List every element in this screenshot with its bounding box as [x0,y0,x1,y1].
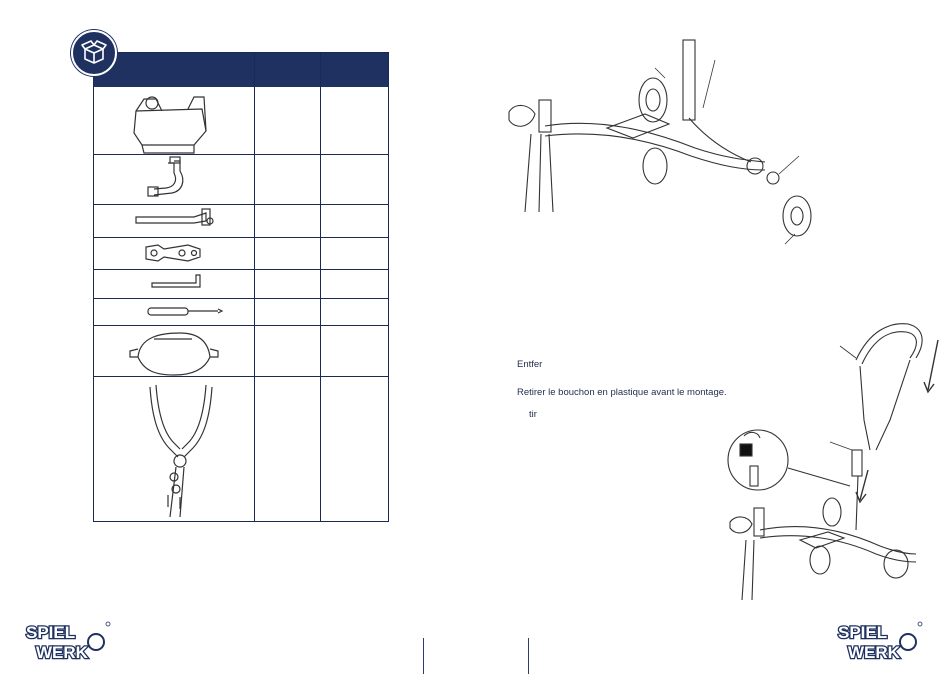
svg-text:SPIEL: SPIEL [838,623,888,642]
push-bar-tube-illustration [136,209,213,225]
stroller-frame-illustration [150,385,212,517]
screwdriver-illustration [148,308,222,315]
push-bar-assembly-illustration [720,310,940,610]
open-box-icon [71,30,117,76]
stroller-wheel-assembly-illustration [495,38,820,253]
spielwerk-logo-right [834,618,924,664]
instruction-line-1: Entfer [517,359,543,370]
column-divider [254,53,255,521]
footer-divider [528,638,529,674]
instruction-line-2: Retirer le bouchon en plastique avant le montage. [517,387,727,398]
svg-text:WERK: WERK [848,643,900,662]
svg-text:WERK: WERK [36,643,88,662]
parts-illustrations [94,87,254,521]
column-divider [320,53,321,521]
parts-table-header [94,53,388,87]
spielwerk-logo-left [22,618,112,664]
footer-divider [423,638,424,674]
storage-bag-illustration [134,97,206,153]
wrench-illustration [146,245,200,261]
parts-table [93,52,389,522]
basket-illustration [130,333,218,375]
hex-key-illustration [152,275,200,287]
instruction-line-3: tir [529,409,537,420]
svg-text:SPIEL: SPIEL [26,623,76,642]
handlebar-tube-illustration [148,157,183,196]
